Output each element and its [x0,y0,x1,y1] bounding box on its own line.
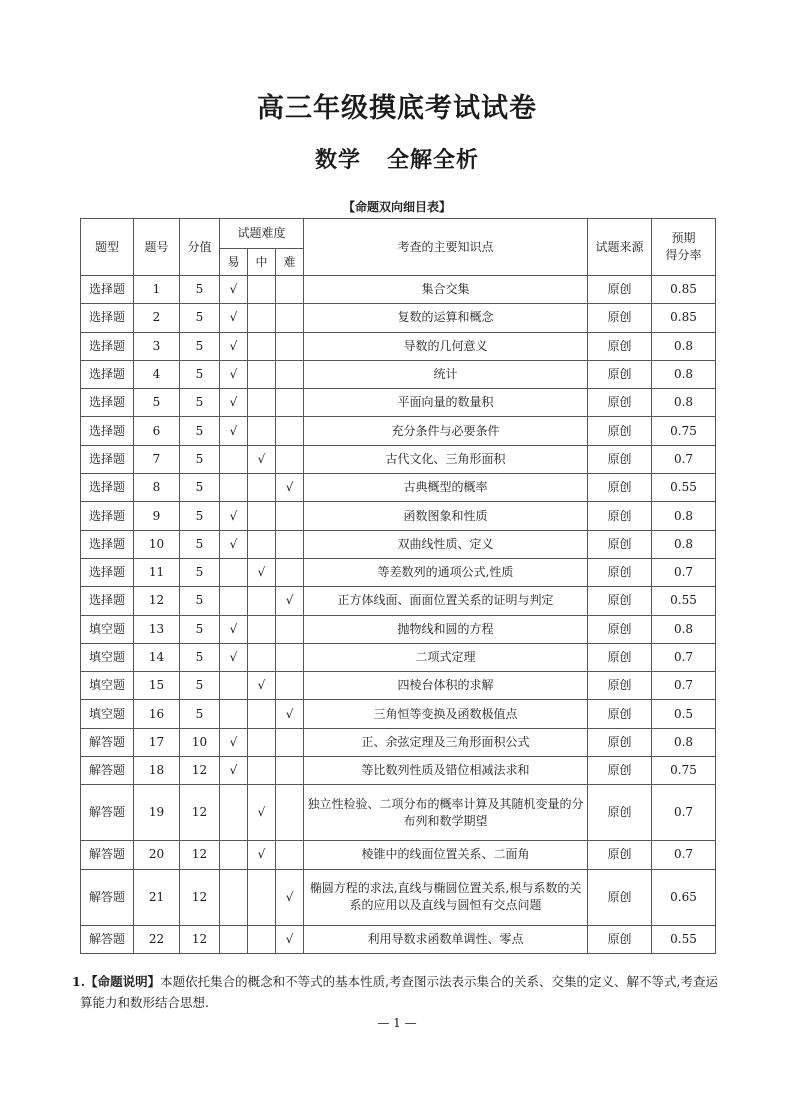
cell-easy-check: √ [220,304,248,332]
cell-knowledge-point: 导数的几何意义 [304,332,588,360]
cell-hard-check [276,502,304,530]
header-number: 题号 [134,219,180,276]
cell-type: 解答题 [81,869,134,925]
cell-expected-rate: 0.7 [652,785,716,841]
cell-number: 8 [134,474,180,502]
cell-score: 5 [180,643,220,671]
cell-knowledge-point: 抛物线和圆的方程 [304,615,588,643]
cell-score: 5 [180,389,220,417]
cell-source: 原创 [588,276,652,304]
cell-score: 5 [180,276,220,304]
cell-type: 选择题 [81,304,134,332]
table-row [81,728,716,756]
cell-number: 4 [134,360,180,388]
cell-source: 原创 [588,672,652,700]
cell-easy-check [220,700,248,728]
cell-score: 12 [180,841,220,869]
cell-number: 13 [134,615,180,643]
cell-knowledge-point: 古代文化、三角形面积 [304,445,588,473]
cell-source: 原创 [588,615,652,643]
cell-score: 12 [180,785,220,841]
cell-medium-check [248,728,276,756]
cell-easy-check: √ [220,502,248,530]
cell-source: 原创 [588,474,652,502]
cell-hard-check [276,417,304,445]
cell-expected-rate: 0.75 [652,417,716,445]
cell-expected-rate: 0.55 [652,587,716,615]
table-row [81,615,716,643]
cell-type: 填空题 [81,643,134,671]
cell-knowledge-point: 集合交集 [304,276,588,304]
header-type: 题型 [81,219,134,276]
table-row [81,530,716,558]
cell-type: 填空题 [81,700,134,728]
cell-type: 选择题 [81,332,134,360]
cell-easy-check: √ [220,530,248,558]
cell-type: 填空题 [81,672,134,700]
cell-expected-rate: 0.7 [652,672,716,700]
cell-expected-rate: 0.65 [652,869,716,925]
cell-knowledge-point: 古典概型的概率 [304,474,588,502]
spec-table-body [81,276,716,954]
cell-expected-rate: 0.8 [652,332,716,360]
cell-source: 原创 [588,558,652,586]
cell-knowledge-point: 二项式定理 [304,643,588,671]
note-number: 1. [72,974,86,989]
cell-type: 选择题 [81,389,134,417]
cell-type: 选择题 [81,360,134,388]
cell-score: 10 [180,728,220,756]
cell-number: 12 [134,587,180,615]
cell-source: 原创 [588,417,652,445]
cell-number: 1 [134,276,180,304]
cell-knowledge-point: 正、余弦定理及三角形面积公式 [304,728,588,756]
cell-knowledge-point: 等比数列性质及错位相减法求和 [304,757,588,785]
table-row [81,389,716,417]
table-row [81,672,716,700]
spec-table [80,218,716,954]
cell-medium-check: √ [248,558,276,586]
table-row [81,276,716,304]
cell-expected-rate: 0.85 [652,276,716,304]
cell-score: 12 [180,869,220,925]
cell-expected-rate: 0.55 [652,474,716,502]
cell-medium-check: √ [248,785,276,841]
cell-hard-check [276,332,304,360]
cell-expected-rate: 0.8 [652,389,716,417]
cell-easy-check [220,869,248,925]
cell-expected-rate: 0.8 [652,530,716,558]
cell-medium-check [248,417,276,445]
cell-hard-check [276,304,304,332]
cell-expected-rate: 0.5 [652,700,716,728]
cell-knowledge-point: 四棱台体积的求解 [304,672,588,700]
table-row [81,869,716,925]
cell-medium-check [248,474,276,502]
cell-score: 5 [180,332,220,360]
cell-expected-rate: 0.7 [652,445,716,473]
cell-medium-check [248,700,276,728]
table-row [81,700,716,728]
header-source: 试题来源 [588,219,652,276]
cell-medium-check [248,530,276,558]
cell-easy-check: √ [220,728,248,756]
cell-expected-rate: 0.7 [652,841,716,869]
table-row [81,445,716,473]
cell-expected-rate: 0.8 [652,615,716,643]
cell-easy-check: √ [220,417,248,445]
cell-source: 原创 [588,587,652,615]
cell-score: 5 [180,502,220,530]
cell-number: 9 [134,502,180,530]
cell-hard-check [276,757,304,785]
page-subtitle [0,143,794,174]
cell-score: 5 [180,474,220,502]
cell-easy-check [220,587,248,615]
cell-number: 3 [134,332,180,360]
cell-knowledge-point: 平面向量的数量积 [304,389,588,417]
table-row [81,360,716,388]
cell-number: 14 [134,643,180,671]
cell-hard-check [276,360,304,388]
header-rate [652,219,716,276]
cell-hard-check: √ [276,700,304,728]
subtitle-subject: 数学 [314,147,361,173]
cell-type: 选择题 [81,417,134,445]
cell-hard-check [276,615,304,643]
cell-easy-check [220,672,248,700]
cell-knowledge-point: 利用导数求函数单调性、零点 [304,925,588,953]
subtitle-desc: 全解全析 [387,147,480,173]
cell-knowledge-point: 复数的运算和概念 [304,304,588,332]
cell-type: 解答题 [81,785,134,841]
cell-type: 解答题 [81,841,134,869]
cell-number: 10 [134,530,180,558]
cell-number: 6 [134,417,180,445]
cell-source: 原创 [588,728,652,756]
cell-easy-check [220,474,248,502]
note-tag: 【命题说明】 [85,974,161,989]
cell-hard-check: √ [276,925,304,953]
header-medium: 中 [248,249,276,276]
cell-easy-check [220,925,248,953]
cell-medium-check [248,389,276,417]
table-title: 【命题双向细目表】 [342,200,451,214]
table-row [81,558,716,586]
cell-knowledge-point: 双曲线性质、定义 [304,530,588,558]
note-text: 本题依托集合的概念和不等式的基本性质,考查图示法表示集合的关系、交集的定义、解不等式,考查运算能力和数形结合思想. [80,974,719,1010]
cell-source: 原创 [588,841,652,869]
cell-easy-check: √ [220,643,248,671]
cell-hard-check: √ [276,587,304,615]
cell-score: 5 [180,700,220,728]
cell-medium-check [248,304,276,332]
cell-score: 5 [180,672,220,700]
table-row [81,332,716,360]
table-row [81,502,716,530]
table-row [81,785,716,841]
cell-source: 原创 [588,869,652,925]
cell-expected-rate: 0.55 [652,925,716,953]
cell-score: 5 [180,587,220,615]
header-knowledge: 考查的主要知识点 [304,219,588,276]
cell-score: 5 [180,417,220,445]
cell-number: 15 [134,672,180,700]
question-note [72,971,730,1013]
cell-medium-check [248,757,276,785]
cell-easy-check: √ [220,389,248,417]
cell-hard-check [276,445,304,473]
cell-medium-check: √ [248,672,276,700]
cell-source: 原创 [588,757,652,785]
cell-type: 填空题 [81,615,134,643]
cell-easy-check: √ [220,360,248,388]
cell-type: 选择题 [81,530,134,558]
cell-score: 5 [180,445,220,473]
table-row [81,417,716,445]
cell-source: 原创 [588,389,652,417]
table-row [81,474,716,502]
cell-knowledge-point: 统计 [304,360,588,388]
cell-easy-check [220,785,248,841]
cell-easy-check [220,558,248,586]
cell-medium-check [248,332,276,360]
header-rate-line2: 得分率 [665,248,702,262]
cell-expected-rate: 0.7 [652,643,716,671]
cell-number: 17 [134,728,180,756]
cell-easy-check: √ [220,332,248,360]
header-rate-line1: 预期 [671,231,696,245]
header-easy: 易 [220,249,248,276]
cell-hard-check: √ [276,869,304,925]
cell-hard-check [276,728,304,756]
cell-hard-check [276,276,304,304]
cell-medium-check [248,615,276,643]
cell-number: 19 [134,785,180,841]
cell-knowledge-point: 等差数列的通项公式,性质 [304,558,588,586]
cell-expected-rate: 0.85 [652,304,716,332]
cell-easy-check [220,445,248,473]
cell-score: 12 [180,925,220,953]
table-row [81,304,716,332]
table-row [81,841,716,869]
cell-type: 选择题 [81,558,134,586]
cell-number: 2 [134,304,180,332]
cell-hard-check: √ [276,474,304,502]
cell-knowledge-point: 正方体线面、面面位置关系的证明与判定 [304,587,588,615]
cell-number: 7 [134,445,180,473]
cell-source: 原创 [588,925,652,953]
cell-hard-check [276,558,304,586]
cell-number: 22 [134,925,180,953]
header-hard: 难 [276,249,304,276]
cell-source: 原创 [588,700,652,728]
cell-easy-check: √ [220,615,248,643]
cell-knowledge-point: 充分条件与必要条件 [304,417,588,445]
cell-score: 12 [180,757,220,785]
cell-number: 5 [134,389,180,417]
cell-score: 5 [180,530,220,558]
cell-medium-check [248,276,276,304]
table-row [81,587,716,615]
cell-source: 原创 [588,785,652,841]
cell-medium-check [248,925,276,953]
table-row [81,925,716,953]
cell-number: 18 [134,757,180,785]
cell-number: 16 [134,700,180,728]
cell-hard-check [276,672,304,700]
cell-easy-check [220,841,248,869]
cell-score: 5 [180,615,220,643]
cell-number: 20 [134,841,180,869]
cell-type: 选择题 [81,276,134,304]
table-row [81,643,716,671]
cell-type: 解答题 [81,925,134,953]
cell-medium-check [248,587,276,615]
cell-expected-rate: 0.8 [652,502,716,530]
cell-hard-check [276,389,304,417]
cell-source: 原创 [588,445,652,473]
cell-easy-check: √ [220,757,248,785]
cell-score: 5 [180,304,220,332]
cell-source: 原创 [588,360,652,388]
cell-medium-check: √ [248,841,276,869]
cell-score: 5 [180,360,220,388]
cell-source: 原创 [588,530,652,558]
cell-source: 原创 [588,643,652,671]
header-difficulty: 试题难度 [220,219,304,249]
cell-expected-rate: 0.7 [652,558,716,586]
cell-expected-rate: 0.75 [652,757,716,785]
cell-knowledge-point: 独立性检验、二项分布的概率计算及其随机变量的分布列和数学期望 [304,785,588,841]
cell-number: 21 [134,869,180,925]
cell-medium-check [248,643,276,671]
page-title: 高三年级摸底考试试卷 [257,93,537,124]
cell-medium-check [248,869,276,925]
cell-knowledge-point: 棱锥中的线面位置关系、二面角 [304,841,588,869]
cell-expected-rate: 0.8 [652,728,716,756]
cell-knowledge-point: 三角恒等变换及函数极值点 [304,700,588,728]
cell-type: 解答题 [81,757,134,785]
cell-medium-check [248,502,276,530]
header-score: 分值 [180,219,220,276]
cell-score: 5 [180,558,220,586]
cell-source: 原创 [588,332,652,360]
cell-medium-check: √ [248,445,276,473]
cell-hard-check [276,530,304,558]
cell-expected-rate: 0.8 [652,360,716,388]
cell-medium-check [248,360,276,388]
cell-type: 选择题 [81,502,134,530]
table-row [81,757,716,785]
cell-hard-check [276,643,304,671]
cell-type: 解答题 [81,728,134,756]
page-number: — 1 — [377,1016,417,1030]
cell-type: 选择题 [81,587,134,615]
cell-source: 原创 [588,502,652,530]
cell-hard-check [276,841,304,869]
cell-source: 原创 [588,304,652,332]
cell-number: 11 [134,558,180,586]
cell-easy-check: √ [220,276,248,304]
cell-type: 选择题 [81,445,134,473]
cell-knowledge-point: 函数图象和性质 [304,502,588,530]
cell-type: 选择题 [81,474,134,502]
cell-knowledge-point: 椭圆方程的求法,直线与椭圆位置关系,根与系数的关系的应用以及直线与圆恒有交点问题 [304,869,588,925]
cell-hard-check [276,785,304,841]
